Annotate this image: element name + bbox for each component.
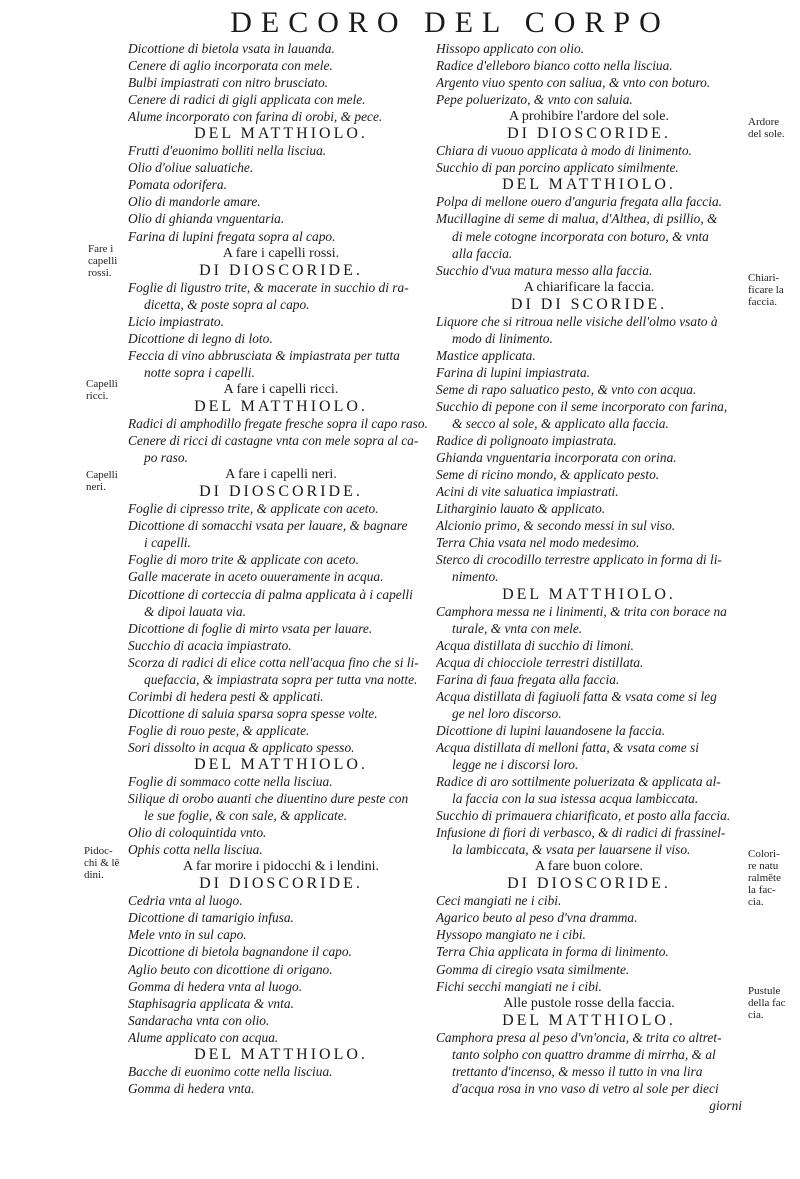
text-line: Radice di polignoato impiastrata. bbox=[436, 433, 617, 449]
text-line: Ceci mangiati ne i cibi. bbox=[436, 893, 562, 909]
section-heading: DI DIOSCORIDE. bbox=[507, 875, 671, 893]
text-line: Olio d'oliue saluatiche. bbox=[128, 160, 254, 176]
text-line: Sandaracha vnta con olio. bbox=[128, 1012, 270, 1028]
section-heading: DEL MATTHIOLO. bbox=[194, 1045, 368, 1063]
margin-note-pidocchi: Pidoc- chi & lē dini. bbox=[84, 845, 120, 881]
text-line: Farina di lupini impiastrata. bbox=[436, 364, 591, 380]
right-column bbox=[436, 40, 742, 1114]
section-heading: DI DIOSCORIDE. bbox=[199, 261, 363, 279]
text-line: Terra Chia vsata nel modo medesimo. bbox=[436, 535, 640, 551]
section-heading: DI DIOSCORIDE. bbox=[199, 483, 363, 501]
text-line: Foglie di ligustro trite, & macerate in succhio di ra- bbox=[128, 279, 409, 295]
margin-note-capelli-rossi: Fare i capelli rossi. bbox=[88, 243, 118, 279]
text-line: Sterco di crocodillo terrestre applicato in forma di li- bbox=[436, 552, 722, 568]
text-line: Feccia di vino abbrusciata & impiastrata per tutta bbox=[128, 347, 400, 363]
text-line-continued: notte sopra i capelli. bbox=[144, 364, 255, 380]
text-line: Cenere di aglio incorporata con mele. bbox=[128, 58, 333, 74]
section-heading: DI DIOSCORIDE. bbox=[507, 125, 671, 143]
text-line: Litharginio lauato & applicato. bbox=[436, 501, 606, 517]
text-line: Bacche di euonimo cotte nella lisciua. bbox=[128, 1063, 333, 1079]
margin-note-chiarificare: Chiari- ficare la faccia. bbox=[748, 272, 784, 308]
text-line: Dicottione di bietola bagnandone il capo. bbox=[128, 944, 352, 960]
text-line: Foglie di sommaco cotte nella lisciua. bbox=[128, 774, 333, 790]
text-line: Radice d'elleboro bianco cotto nella lisciua. bbox=[436, 58, 673, 74]
text-line: Infusione di fiori di verbasco, & di radici di frassinel- bbox=[436, 825, 726, 841]
text-line-continued: legge ne i discorsi loro. bbox=[452, 756, 579, 772]
section-heading: DEL MATTHIOLO. bbox=[194, 125, 368, 143]
text-line-continued: le sue foglie, & con sale, & applicate. bbox=[144, 808, 348, 824]
text-line: Acqua distillata di succhio di limoni. bbox=[436, 637, 634, 653]
text-line-continued: la lambiccata, & vsata per lauarsene il viso. bbox=[452, 842, 691, 858]
text-line: Aglio beuto con dicottione di origano. bbox=[128, 961, 333, 977]
text-line: Dicottione di somacchi vsata per lauare, & bagnare bbox=[128, 518, 408, 534]
text-line: Camphora presa al peso d'vn'oncia, & trita co altret- bbox=[436, 1029, 722, 1045]
text-line: Dicottione di foglie di mirto vsata per lauare. bbox=[128, 620, 373, 636]
text-line: Dicottione di lupini lauandosene la faccia. bbox=[436, 722, 666, 738]
text-line: Mele vnto in sul capo. bbox=[128, 927, 247, 943]
text-line: Chiara di vuouo applicata à modo di linimento. bbox=[436, 143, 692, 159]
subheading: A fare i capelli neri. bbox=[225, 467, 337, 483]
subheading: A fare i capelli rossi. bbox=[222, 245, 340, 261]
text-line-continued: i capelli. bbox=[144, 535, 191, 551]
text-line: Polpa di mellone ouero d'anguria fregata alla faccia. bbox=[436, 194, 723, 210]
text-line: Mucillagine di seme di malua, d'Althea, di psillio, & bbox=[436, 211, 718, 227]
text-line: Olio di ghianda vnguentaria. bbox=[128, 211, 285, 227]
text-line: Camphora messa ne i linimenti, & trita con borace na bbox=[436, 603, 727, 619]
text-line-continued: di mele cotogne incorporata con boturo, & vnta bbox=[452, 228, 709, 244]
section-heading: DEL MATTHIOLO. bbox=[502, 1011, 676, 1029]
text-line: Acqua di chiocciole terrestri distillata. bbox=[436, 654, 644, 670]
text-line-continued: turale, & vnta con mele. bbox=[452, 620, 583, 636]
subheading: A fare i capelli ricci. bbox=[223, 381, 339, 397]
section-heading: DI DI SCORIDE. bbox=[510, 295, 668, 313]
text-line: Silique di orobo auanti che diuentino dure peste con bbox=[128, 791, 409, 807]
text-line: Mastice applicata. bbox=[436, 347, 536, 363]
text-line-continued: trettanto d'incenso, & messo il tutto in vna lira bbox=[452, 1063, 703, 1079]
text-line: Gomma di ciregio vsata similmente. bbox=[436, 961, 630, 977]
text-line-continued: alla faccia. bbox=[452, 245, 513, 261]
text-line: Alcionio primo, & secondo messi in sul viso. bbox=[436, 518, 676, 534]
text-line: Galle macerate in aceto ouueramente in acqua. bbox=[128, 569, 384, 585]
running-head: DECORO DEL CORPO bbox=[230, 6, 670, 39]
text-line: Cedria vnta al luogo. bbox=[128, 893, 243, 909]
text-line-continued: & dipoi lauata via. bbox=[144, 603, 246, 619]
left-column bbox=[128, 40, 434, 1097]
margin-note-capelli-neri: Capelli neri. bbox=[86, 469, 118, 493]
text-line-continued: modo di linimento. bbox=[452, 330, 553, 346]
text-line: Dicottione di corteccia di palma applicata à i capelli bbox=[128, 586, 413, 602]
margin-note-capelli-ricci: Capelli ricci. bbox=[86, 378, 118, 402]
text-line: Acqua distillata di fagiuoli fatta & vsata come si leg bbox=[436, 688, 717, 704]
text-line: Frutti d'euonimo bolliti nella lisciua. bbox=[128, 143, 327, 159]
text-line: Dicottione di bietola vsata in lauanda. bbox=[128, 41, 335, 56]
text-line: Radice di aro sottilmente poluerizata & applicata al- bbox=[436, 774, 721, 790]
text-line: Corimbi di hedera pesti & applicati. bbox=[128, 688, 324, 704]
text-line: Foglie di moro trite & applicate con aceto. bbox=[128, 552, 359, 568]
text-line: Dicottione di tamarigio infusa. bbox=[128, 910, 294, 926]
text-line: Seme di rapo saluatico pesto, & vnto con acqua. bbox=[436, 381, 697, 397]
catchword: giorni bbox=[709, 1097, 742, 1113]
section-heading: DEL MATTHIOLO. bbox=[194, 397, 368, 415]
margin-note-pustule: Pustule della fac cia. bbox=[748, 985, 786, 1021]
text-line: Succhio di primauera chiarificato, et posto alla faccia. bbox=[436, 808, 731, 824]
text-line-continued: la faccia con la sua istessa acqua lambiccata. bbox=[452, 791, 699, 807]
text-line: Staphisagria applicata & vnta. bbox=[128, 995, 294, 1011]
text-line: Hyssopo mangiato ne i cibi. bbox=[436, 927, 586, 943]
text-line: Acini di vite saluatica impiastrati. bbox=[436, 484, 619, 500]
section-heading: DI DIOSCORIDE. bbox=[199, 875, 363, 893]
margin-note-ardore-sole: Ardore del sole. bbox=[748, 116, 785, 140]
text-line: Liquore che si ritroua nelle visiche dell'olmo vsato à bbox=[436, 313, 718, 329]
text-line: Acqua distillata di melloni fatta, & vsata come si bbox=[436, 739, 699, 755]
text-line: Alume incorporato con farina di orobi, & pece. bbox=[128, 109, 383, 125]
text-line: Agarico beuto al peso d'vna dramma. bbox=[436, 910, 638, 926]
text-line: Olio di mandorle amare. bbox=[128, 194, 261, 210]
subheading: A fare buon colore. bbox=[534, 859, 644, 875]
text-line: Hissopo applicato con olio. bbox=[436, 41, 585, 56]
text-line: Pepe poluerizato, & vnto con saluia. bbox=[436, 92, 633, 108]
subheading: A prohibire l'ardore del sole. bbox=[509, 109, 669, 125]
text-line: Gomma di hedera vnta. bbox=[128, 1080, 255, 1096]
subheading: A chiarificare la faccia. bbox=[523, 279, 655, 295]
text-line-continued: d'acqua rosa in vno vaso di vetro al sole per dieci bbox=[452, 1080, 719, 1096]
text-line: Farina di faua fregata alla faccia. bbox=[436, 671, 620, 687]
section-heading: DEL MATTHIOLO. bbox=[502, 585, 676, 603]
text-line: Alume applicato con acqua. bbox=[128, 1029, 279, 1045]
text-line: Bulbi impiastrati con nitro brusciato. bbox=[128, 75, 328, 91]
text-line: Terra Chia applicata in forma di linimento. bbox=[436, 944, 669, 960]
text-line: Succhio di acacia impiastrato. bbox=[128, 637, 292, 653]
text-line-continued: quefaccia, & impiastrata sopra per tutta vna notte. bbox=[144, 671, 418, 687]
text-line-continued: ge nel loro discorso. bbox=[452, 705, 562, 721]
text-line: Radici di amphodillo fregate fresche sopra il capo raso. bbox=[128, 416, 428, 432]
text-line: Cenere di ricci di castagne vnta con mele sopra al ca- bbox=[128, 433, 419, 449]
text-line: Dicottione di saluia sparsa sopra spesse volte. bbox=[128, 705, 378, 721]
text-line: Gomma di hedera vnta al luogo. bbox=[128, 978, 303, 994]
text-line: Argento viuo spento con saliua, & vnto con boturo. bbox=[436, 75, 711, 91]
text-line: Foglie di cipresso trite, & applicate con aceto. bbox=[128, 501, 379, 517]
text-line: Succhio di pepone con il seme incorporato con farina, bbox=[436, 398, 728, 414]
text-line: Olio di coloquintida vnto. bbox=[128, 825, 267, 841]
text-line: Fichi secchi mangiati ne i cibi. bbox=[436, 978, 602, 994]
subheading: A far morire i pidocchi & i lendini. bbox=[183, 859, 379, 875]
subheading: Alle pustole rosse della faccia. bbox=[503, 995, 675, 1011]
text-line: Succhio di pan porcino applicato similmente. bbox=[436, 160, 679, 176]
section-heading: DEL MATTHIOLO. bbox=[194, 755, 368, 773]
text-line-continued: dicetta, & poste sopra al capo. bbox=[144, 296, 310, 312]
text-line-continued: tanto solpho con quattro dramme di mirrha, & al bbox=[452, 1046, 716, 1062]
margin-note-colorire: Colori- re natu ralmēte la fac- cia. bbox=[748, 848, 781, 908]
text-line: Farina di lupini fregata sopra al capo. bbox=[128, 228, 336, 244]
text-line: Foglie di rouo peste, & applicate. bbox=[128, 722, 310, 738]
text-line-continued: nimento. bbox=[452, 569, 499, 585]
text-line: Dicottione di legno di loto. bbox=[128, 330, 273, 346]
text-line-continued: po raso. bbox=[144, 450, 188, 466]
text-line: Seme di ricino mondo, & applicato pesto. bbox=[436, 467, 660, 483]
text-line: Scorza di radici di elice cotta nell'acqua fino che si li- bbox=[128, 654, 419, 670]
text-line-continued: & secco al sole, & applicato alla faccia. bbox=[452, 416, 669, 432]
text-line: Sori dissolto in acqua & applicato spesso. bbox=[128, 739, 355, 755]
section-heading: DEL MATTHIOLO. bbox=[502, 176, 676, 194]
text-line: Cenere di radici di gigli applicata con mele. bbox=[128, 92, 366, 108]
text-line: Succhio d'vua matura messo alla faccia. bbox=[436, 262, 653, 278]
text-line: Ophis cotta nella lisciua. bbox=[128, 842, 263, 858]
text-line: Ghianda vnguentaria incorporata con orina. bbox=[436, 450, 677, 466]
text-line: Pomata odorifera. bbox=[128, 177, 227, 193]
text-line: Licio impiastrato. bbox=[128, 313, 224, 329]
